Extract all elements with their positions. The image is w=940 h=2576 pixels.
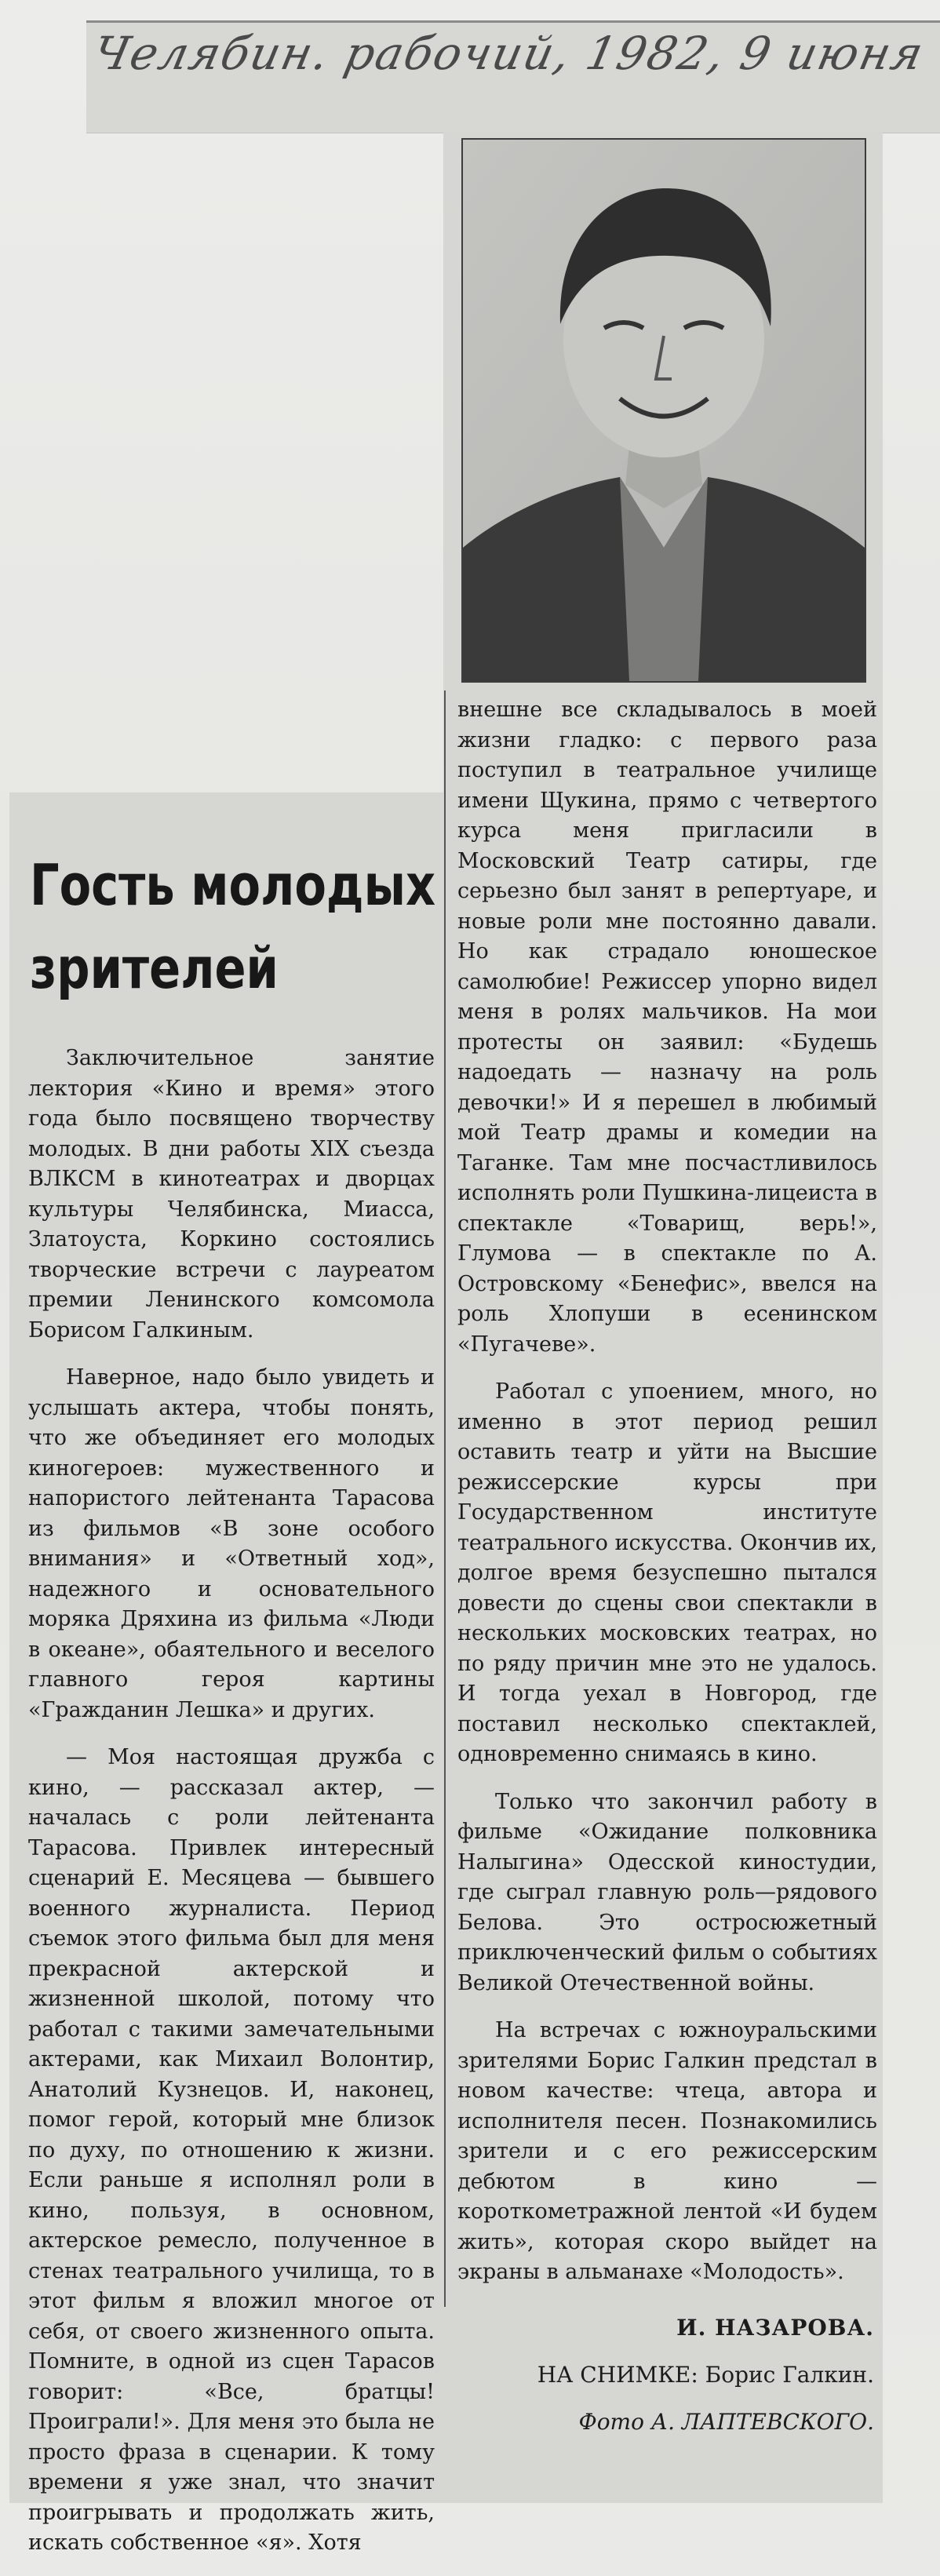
lead-paragraph: Заключительное занятие лектория «Кино и время» этого года было посвящено творчеству молодых. В дни работы XIX съезда ВЛКСМ в кинотеатрах и дворцах культуры Челябинска, Миасса, Златоуста, Коркино состоялись творческие встречи с лауреатом премии Ленинского комсомола Борисом Галкиным.	[28, 1046, 435, 1343]
body-paragraph: Работал с упоением, много, но именно в этот период решил оставить театр и уйти на Высшие режиссерские курсы при Государственном институте театрального искусства. Окончив их, долгое время безуспешно пытался довести до сцены свои спектакли в нескольких московских театрах, но по ряду причин мне это не удалось. И тогда уехал в Новгород, где поставил несколько спектаклей, одновременно снимаясь в кино.	[457, 1379, 877, 1766]
author-signature: И. НАЗАРОВА.	[676, 2315, 874, 2341]
headline-line-1: Гость молодых	[30, 852, 436, 918]
body-paragraph: Только что закончил работу в фильме «Ожидание полковника Налыгина» Одесской киностудии, где сыграл главную роль—рядового Белова. Это остросюжетный приключенческий фильм о событиях Великой Отечественной войны.	[457, 1789, 877, 1995]
photo-credit: Фото А. ЛАПТЕВСКОГО.	[578, 2409, 874, 2435]
article-right-column	[457, 695, 877, 2305]
body-paragraph: внешне все складывалось в моей жизни гладко: с первого раза поступил в театральное училище имени Щукина, прямо с четвертого курса меня пригласили в Московский Театр сатиры, где серьезно был занят в репертуаре, и новые роли мне постоянно давали. Но как страдало юношеское самолюбие! Режиссер упорно видел меня в ролях мальчиков. На мои протесты он заявил: «Будешь надоедать — назначу на роль девочки!» И я перешел в любимый мой Театр драмы и комедии на Таганке. Там мне посчастливилось исполнять роли Пушкина-лицеиста в спектакле «Товарищ, верь!», Глумова — в спектакле по А. Островскому «Бенефис», ввелся на роль Хлопуши в есенинском «Пугачеве».	[457, 698, 877, 1357]
headline-line-2: зрителей	[30, 935, 279, 1001]
portrait-illustration	[463, 140, 865, 681]
body-paragraph: На встречах с южноуральскими зрителями Борис Галкин предстал в новом качестве: чтеца, автора и исполнителя песен. Познакомились зрители и с его режиссерским дебютом в кино — короткометражной лентой «И будем жить», которая скоро выйдет на экраны в альманахе «Молодость».	[457, 2018, 877, 2284]
article-left-column	[28, 1044, 435, 2576]
body-paragraph: Наверное, надо было увидеть и услышать актера, чтобы понять, что же объединяет его молодых киногероев: мужественного и напористого лейтенанта Тарасова из фильмов «В зоне особого внимания» и «Ответный ход», надежного и основательного моряка Дряхина из фильма «Люди в океане», обаятельного и веселого главного героя картины «Гражданин Лешка» и других.	[28, 1365, 435, 1722]
column-divider	[444, 690, 446, 2307]
portrait-photo	[461, 138, 866, 683]
photo-caption: НА СНИМКЕ: Борис Галкин.	[537, 2362, 874, 2388]
handwritten-annotation: Челябин. рабочий, 1982, 9 июня	[88, 27, 930, 80]
headline	[30, 843, 436, 1010]
body-paragraph: — Моя настоящая дружба с кино, — рассказал актер, — началась с роли лейтенанта Тарасова. Привлек интересный сценарий Е. Месяцева — бывшего военного журналиста. Период съемок этого фильма был для меня прекрасной актерской и жизненной школой, потому что работал с такими замечательными актерами, как Михаил Волонтир, Анатолий Кузнецов. И, наконец, помог герой, который мне близок по духу, по отношению к жизни. Если раньше я исполнял роли в кино, пользуя, в основном, актерское ремесло, полученное в стенах театрального училища, то в этот фильм я вложил многое от себя, от своего жизненного опыта. Помните, в одной из сцен Тарасов говорит: «Все, братцы! Проиграли!». Для меня это была не просто фраза в сценарии. К тому времени я уже знал, что значит проигрывать и продолжать жить, искать собственное «я». Хотя	[28, 1745, 435, 2555]
